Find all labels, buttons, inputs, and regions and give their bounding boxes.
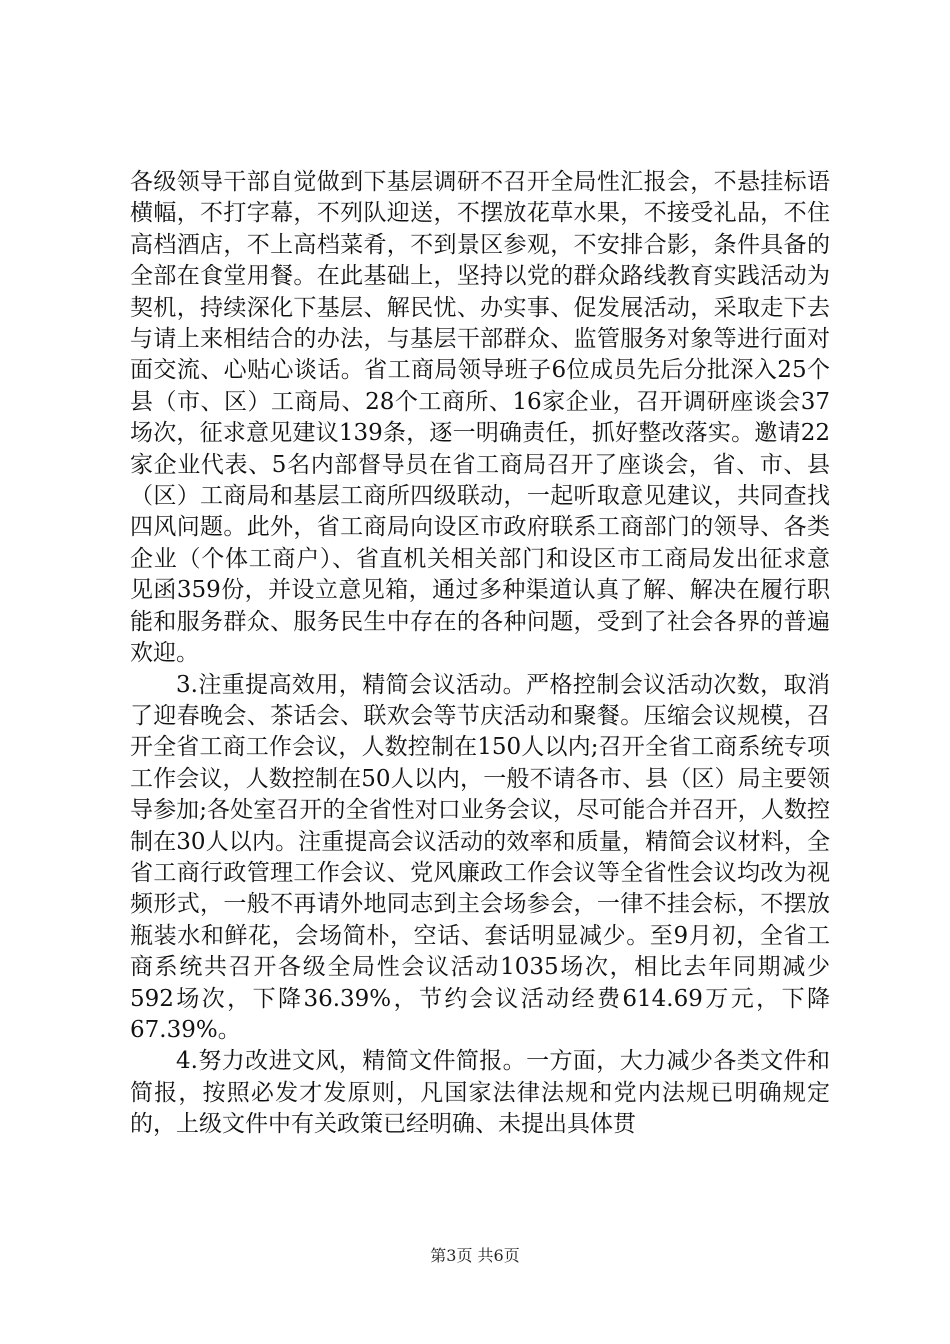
body-text	[130, 167, 830, 1141]
page-footer: 第3页 共6页	[430, 1246, 520, 1265]
paragraph-documents: 4.努力改进文风，精简文件简报。一方面，大力减少各类文件和简报，按照必发才发原则，凡国家法律法规和党内法规已明确规定的，上级文件中有关政策已经明确、未提出具体贯	[130, 1048, 830, 1138]
paragraph-continued: 各级领导干部自觉做到下基层调研不召开全局性汇报会，不悬挂标语横幅，不打字幕，不列队迎送，不摆放花草水果，不接受礼品，不住高档酒店，不上高档菜肴，不到景区参观，不安排合影，条件具备的全部在食堂用餐。在此基础上，坚持以党的群众路线教育实践活动为契机，持续深化下基层、解民忧、办实事、促发展活动，采取走下去与请上来相结合的办法，与基层干部群众、监管服务对象等进行面对面交流、心贴心谈话。省工商局领导班子6位成员先后分批深入25个县（市、区）工商局、28个工商所、16家企业，召开调研座谈会37场次，征求意见建议139条，逐一明确责任，抓好整改落实。邀请22家企业代表、5名内部督导员在省工商局召开了座谈会，省、市、县（区）工商局和基层工商所四级联动，一起听取意见建议，共同查找四风问题。此外，省工商局向设区市政府联系工商部门的领导、各类企业（个体工商户）、省直机关相关部门和设区市工商局发出征求意见函359份，并设立意见箱，通过多种渠道认真了解、解决在履行职能和服务群众、服务民生中存在的各种问题，受到了社会各界的普遍欢迎。	[130, 169, 830, 667]
paragraph-meetings: 3.注重提高效用，精简会议活动。严格控制会议活动次数，取消了迎春晚会、茶话会、联欢会等节庆活动和聚餐。压缩会议规模，召开全省工商工作会议，人数控制在150人以内;召开全省工商系统专项工作会议，人数控制在50人以内，一般不请各市、县（区）局主要领导参加;各处室召开的全省性对口业务会议，尽可能合并召开，人数控制在30人以内。注重提高会议活动的效率和质量，精简会议材料，全省工商行政管理工作会议、党风廉政工作会议等全省性会议均改为视频形式，一般不再请外地同志到主会场参会，一律不挂会标，不摆放瓶装水和鲜花，会场简朴，空话、套话明显减少。至9月初，全省工商系统共召开各级全局性会议活动1035场次，相比去年同期减少592场次，下降36.39%，节约会议活动经费614.69万元，下降67.39%。	[130, 671, 830, 1043]
